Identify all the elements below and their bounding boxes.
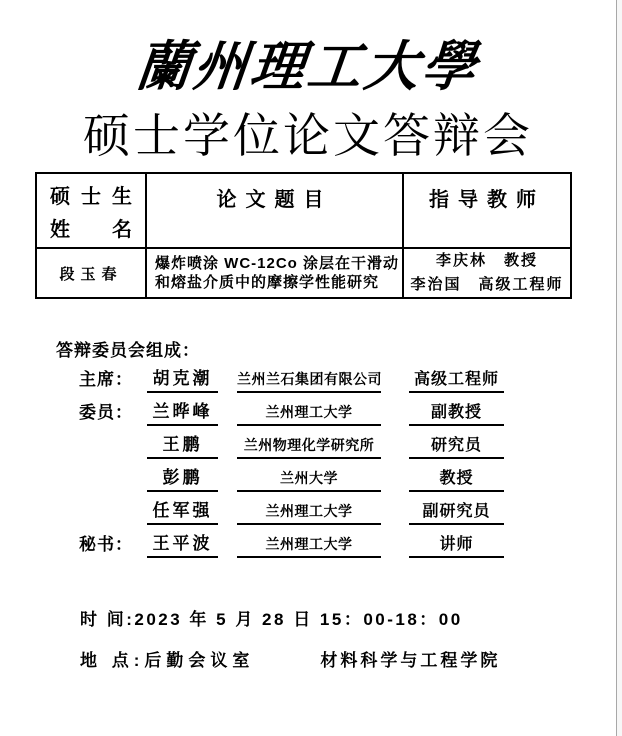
committee-role-label [79, 522, 140, 525]
committee-member-name: 彭鹏 [147, 463, 218, 492]
time-label: 时 间: [80, 610, 135, 629]
thesis-title-line1: 爆炸喷涂 WC-12Co 涂层在干滑动 [155, 255, 400, 272]
school-name: 材料科学与工程学院 [320, 651, 501, 670]
committee-member-title: 教授 [409, 465, 504, 492]
committee-member-name: 王鹏 [147, 430, 218, 459]
advisor-cell [403, 248, 571, 298]
committee-row-secretary [79, 525, 504, 558]
committee-member-name: 王平波 [147, 529, 218, 558]
committee-list [79, 360, 504, 558]
committee-member-org: 兰州理工大学 [237, 501, 381, 525]
committee-member-title: 副教授 [409, 399, 504, 426]
place-value: 后勤会议室 [144, 651, 255, 670]
time-value: 2023 年 5 月 28 日 15：00-18：00 [134, 610, 463, 629]
student-name-cell: 段玉春 [36, 248, 146, 298]
header-student-name-line1: 硕士生 [50, 186, 132, 208]
committee-member-title: 副研究员 [409, 498, 504, 525]
committee-row-member [79, 393, 504, 426]
committee-member-org: 兰州理工大学 [237, 534, 381, 558]
committee-member-org: 兰州大学 [237, 468, 381, 492]
university-calligraphy-logo: 蘭州理工大學 [133, 34, 482, 98]
committee-heading: 答辩委员会组成： [56, 341, 200, 360]
committee-role-label [79, 489, 140, 492]
advisor-line1: 李庆林 教授 [435, 252, 538, 269]
thesis-title-line2: 和熔盐介质中的摩擦学性能研究 [155, 274, 380, 291]
page-edge-divider [616, 0, 622, 736]
committee-member-org: 兰州理工大学 [237, 402, 381, 426]
header-thesis-title: 论文题目 [146, 173, 403, 248]
committee-row-chairman [79, 360, 504, 393]
defense-time [80, 605, 463, 630]
committee-row-member [79, 459, 504, 492]
committee-member-title: 讲师 [409, 531, 504, 558]
page-title: 硕士学位论文答辩会 [83, 111, 533, 163]
committee-row-member [79, 426, 504, 459]
committee-member-title: 研究员 [409, 432, 504, 459]
committee-member-name: 胡克潮 [147, 364, 218, 393]
committee-role-label: 秘书： [79, 535, 133, 554]
table-data-row [36, 248, 571, 298]
header-student-name-line2: 姓名 [50, 219, 132, 241]
thesis-title-cell [146, 248, 403, 298]
committee-member-org: 兰州兰石集团有限公司 [237, 369, 381, 393]
committee-role-label: 主席： [79, 370, 133, 389]
committee-member-name: 任军强 [147, 496, 218, 525]
header-advisor: 指导教师 [403, 173, 571, 248]
place-label-value [80, 646, 254, 671]
committee-role-label [79, 456, 140, 459]
committee-member-org: 兰州物理化学研究所 [237, 435, 381, 459]
committee-member-name: 兰晔峰 [147, 397, 218, 426]
advisor-line2: 李治国 高级工程师 [410, 276, 564, 293]
header-student-name [36, 173, 146, 248]
defense-place [80, 646, 500, 671]
committee-member-title: 高级工程师 [409, 366, 504, 393]
committee-row-member [79, 492, 504, 525]
committee-role-label: 委员： [79, 403, 133, 422]
table-header-row [36, 173, 571, 248]
place-label: 地 点: [80, 651, 145, 670]
defense-info-table [35, 172, 572, 299]
